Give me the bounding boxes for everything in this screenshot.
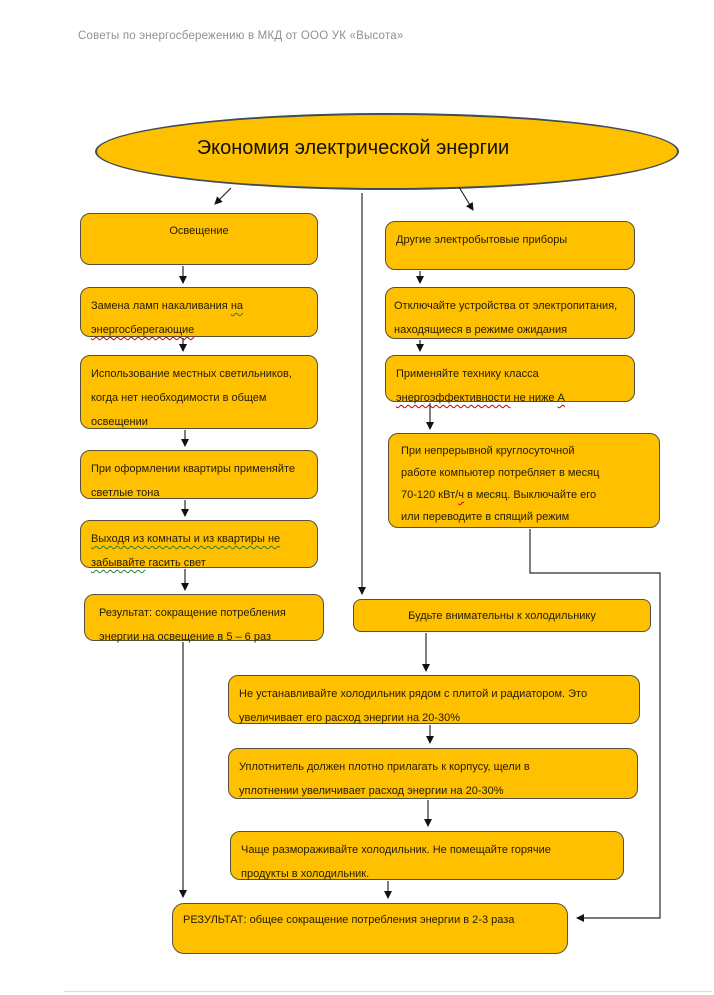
node-fridge-placement: Не устанавливайте холодильник рядом с плитой и радиатором. Это увеличивает его расход энергии на 20-30% [228,675,640,724]
node-energy-class: Применяйте технику класса энергоэффективности не ниже А [385,355,635,402]
page-header: Советы по энергосбережению в МКД от ООО УК «Высота» [78,30,404,42]
node-lighting: Освещение [80,213,318,265]
node-local-lights: Использование местных светильников, когда нет необходимости в общем освещении [80,355,318,429]
node-other-appliances: Другие электробытовые приборы [385,221,635,270]
page-bottom-divider [64,991,712,992]
node-lamp-replacement: Замена ламп накаливания на энергосберегающие [80,287,318,337]
node-total-result: РЕЗУЛЬТАТ: общее сокращение потребления энергии в 2-3 раза [172,903,568,954]
node-computer: При непрерывной круглосуточной работе компьютер потребляет в месяц 70-120 кВт/ч в месяц. Выключайте его или переводите в спящий режим [388,433,660,528]
node-fridge-defrost: Чаще размораживайте холодильник. Не помещайте горячие продукты в холодильник. [230,831,624,880]
node-fridge-title: Будьте внимательны к холодильнику [353,599,651,632]
node-turn-off-lights: Выходя из комнаты и из квартиры не забывайте гасить свет [80,520,318,568]
diagram-title-ellipse [95,113,679,190]
node-standby: Отключайте устройства от электропитания, находящиеся в режиме ожидания [385,287,635,339]
diagram-title: Экономия электрической энергии [196,137,510,159]
node-lighting-result: Результат: сокращение потребления энергии на освещение в 5 – 6 раз [84,594,324,641]
edge-title-other-appliances [459,187,473,210]
node-fridge-seal: Уплотнитель должен плотно прилагать к корпусу, щели в уплотнении увеличивает расход энергии на 20-30% [228,748,638,799]
node-light-colors: При оформлении квартиры применяйте светлые тона [80,450,318,499]
edge-title-lighting [215,188,231,204]
